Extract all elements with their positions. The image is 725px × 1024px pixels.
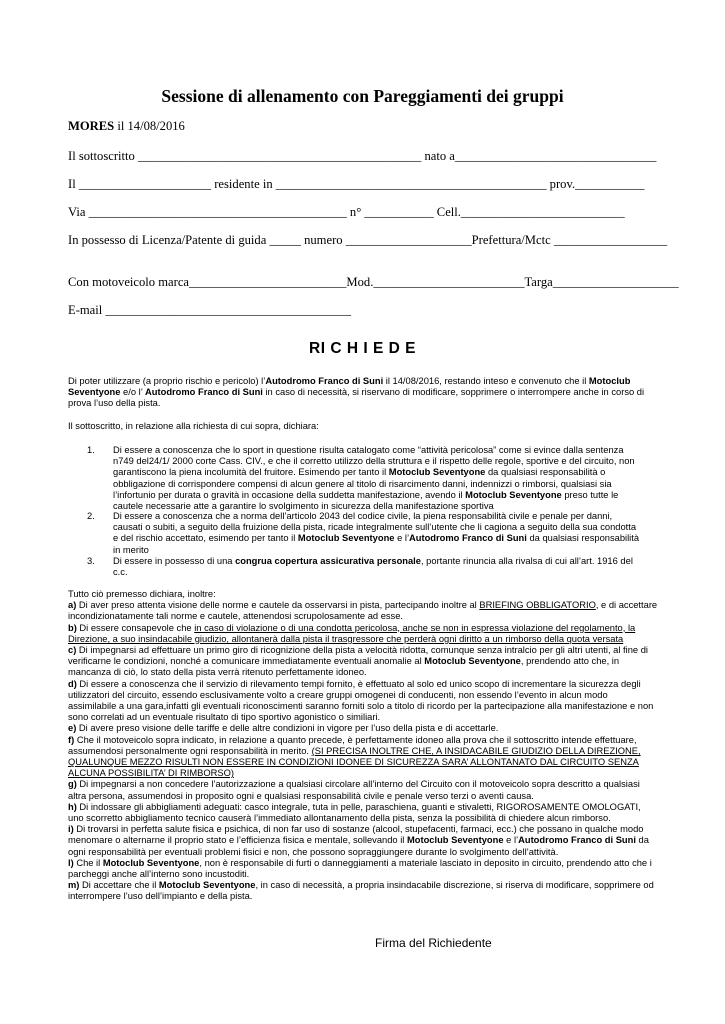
- clause-b: b) Di essere consapevole che in caso di violazione o di una condotta pericolosa, anche se non in espressa violazione del regolamento, la Direzione, a suo insindacabile giudizio, allontanerà dalla pista il trasgressore che perderà ogni diritto a un rimborso della quota versata: [68, 622, 636, 644]
- clause-h: h) Di indossare gli abbigliamenti adeguati: casco integrale, tuta in pelle, paraschiena, guanti e stivaletti, RIGOROSAMENTE OMOLOGATI, uno scorretto abbigliamento tecnico causerà l’immediato allontanamento della pista, senza la possibilità di chiedere alcun rimborso.: [68, 801, 641, 824]
- item-number: 3.: [87, 556, 95, 566]
- form-line-license: In possesso di Licenza/Patente di guida _____ numero ____________________Prefettura/Mctc __________________: [68, 233, 668, 247]
- place-date: [68, 119, 185, 134]
- declaration-item-3: 3. Di essere in possesso di una congrua copertura assicurativa personale, portante rinuncia alla rivalsa di cui all’art. 1916 del c.c.: [87, 556, 633, 578]
- clause-g: g) Di impegnarsi a non concedere l’autorizzazione a qualsiasi circolare all’interno del Circuito con il motoveicolo sopra descritto a qualsiasi altra persona, assumendosi in proposito ogni e qualsiasi responsabilità civile e penale verso terzi o aventi causa.: [68, 779, 640, 801]
- document-title: Sessione di allenamento con Pareggiamenti dei gruppi: [161, 86, 564, 106]
- item-number: 2.: [87, 511, 95, 521]
- clause-d: d) Di essere a conoscenza che il servizio di rilevamento tempi fornito, è effettuato al solo ed unico scopo di incrementare la sicurezza degli utilizzatori del circuito, essendo esclusivamente volto a creare gruppi omogenei di conducenti, non essendo l’evento in alcun modo assimilabile a una gara,infatti gli eventuali riconoscimenti saranno forniti solo a titolo di ricordo per la partecipazione alla manifestazione e non sono correlati ad un eventuale risultato di tipo sportivo agonistico o similiari.: [68, 678, 654, 723]
- clause-e: e) Di avere preso visione delle tariffe e delle altre condizioni in vigore per l’uso della pista e di accettarle.: [68, 723, 499, 734]
- declaration-intro: Il sottoscritto, in relazione alla richiesta di cui sopra, dichiara:: [68, 421, 319, 431]
- clause-c: c) Di impegnarsi ad effettuare un primo giro di ricognizione della pista a velocità ridotta, comunque senza intralcio per gli altri utenti, al fine di verificarne le condizioni, nonché a comunicare immediatamente eventuali anomalie al Motoclub Seventyone, prendendo atto che, in mancanza di ciò, lo stato della pista verrà ritenuto perfettamente idoneo.: [68, 645, 648, 678]
- form-line-residence: Il _____________________ residente in ___________________________________________ prov.___________: [68, 177, 645, 191]
- form-line-vehicle: Con motoveicolo marca_________________________Mod.________________________Targa____________________: [68, 275, 679, 289]
- clauses-intro: Tutto ciò premesso dichiara, inoltre:: [68, 589, 216, 599]
- date-text: il 14/08/2016: [114, 119, 185, 133]
- clause-m: m) Di accettare che il Motoclub Seventyone, in caso di necessità, a propria insindacabile discrezione, si riserva di modificare, sopprimere od interrompere l’uso dell’impianto e della pista.: [68, 880, 654, 902]
- place-name: MORES: [68, 119, 115, 133]
- declaration-item-2: 2. Di essere a conoscenza che a norma dell’articolo 2043 del codice civile, la piena responsabilità civile e penale per danni, causati o subiti, a seguito della fruizione della pista, ricade integralmente sull’utente che li cagiona a seguito della sua condotta e del rischio accettato, esimendo per tanto il Motoclub Seventyone e l’Autodromo Franco di Suni da qualsiasi responsabilità in merito: [87, 511, 640, 555]
- form-line-address: Via _________________________________________ n° ___________ Cell.__________________________: [68, 205, 625, 219]
- richiede-heading: RI C H I E D E: [309, 340, 416, 357]
- intro-paragraph: Di poter utilizzare (a proprio rischio e pericolo) l’Autodromo Franco di Suni il 14/08/2016, restando inteso e convenuto che il Motoclub Seventyone e/o l’ Autodromo Franco di Suni in caso di necessità, si riservano di modificare, sopprimere o interrompere anche in corso di prova l’uso della pista.: [68, 376, 645, 409]
- declaration-item-1: 1. Di essere a conoscenza che lo sport in questione risulta catalogato come “attività pericolosa” come si evince dalla sentenza n749 del24/1/ 2000 corte Cass. CIV., e che il corretto utilizzo della struttura e il rispetto delle regole, sportive e del circuito, non garantiscono la piena incolumità del fruitore. Esimendo per tanto il Motoclub Seventyone da qualsiasi responsabilità o obbligazione di corrispondere compensi di alcun genere al titolo di risarcimento danni, indennizzi o rimborsi, qualsiasi sia l’infortunio per durata o gravità in occasione della suddetta manifestazione, avendo il Motoclub Seventyone preso tutte le cautele necessarie atte a garantire lo svolgimento in sicurezza della manifestazione sportiva: [87, 445, 635, 512]
- signature-label: Firma del Richiedente: [375, 936, 492, 950]
- clause-l: l) Che il Motoclub Seventyone, non è responsabile di furti o danneggiamenti a materiale lasciato in deposito in circuito, prendendo atto che i parcheggi anche all’interno sono incustoditi.: [68, 857, 652, 880]
- form-line-email: E-mail _______________________________________: [68, 303, 351, 317]
- clause-f: f) Che il motoveicolo sopra indicato, in relazione a quanto precede, è perfettamente idoneo alla prova che il sottoscritto intende effettuare, assumendosi personalmente ogni responsabilità in merito. (SI PRECISA INOLTRE CHE, A INSIDACABILE GIUDIZIO DELLA DIREZIONE, QUALUNQUE MEZZO RISULTI NON ESSERE IN CONDIZIONI IDONEE DI SICUREZZA SARA’ ALLONTANATO DAL CIRCUITO SENZA ALCUNA POSSIBILITA’ DI RIMBORSO): [68, 734, 641, 779]
- clause-i: i) Di trovarsi in perfetta salute fisica e psichica, di non far uso di sostanze (alcool, stupefacenti, farmaci, ecc.) che possano in qualche modo menomare o alternarne il proprio stato e l’efficienza fisica e mentale, sollevando il Motoclub Seventyone e l’Autodromo Franco di Suni da ogni responsabilità per eventuali problemi fisici e non, che possono sopraggiungere durante lo svolgimento dell’attività.: [68, 824, 649, 857]
- form-line-name: Il sottoscritto _____________________________________________ nato a________________________________: [68, 149, 657, 163]
- item-number: 1.: [87, 445, 95, 455]
- clause-a: a) Di aver preso attenta visione delle norme e cautele da osservarsi in pista, partecipando inoltre al BRIEFING OBBLIGATORIO, e di accettare incondizionatamente tali norme e cautele, attenendosi scrupolosamente ad esse.: [68, 600, 658, 622]
- clauses-section: [68, 589, 658, 903]
